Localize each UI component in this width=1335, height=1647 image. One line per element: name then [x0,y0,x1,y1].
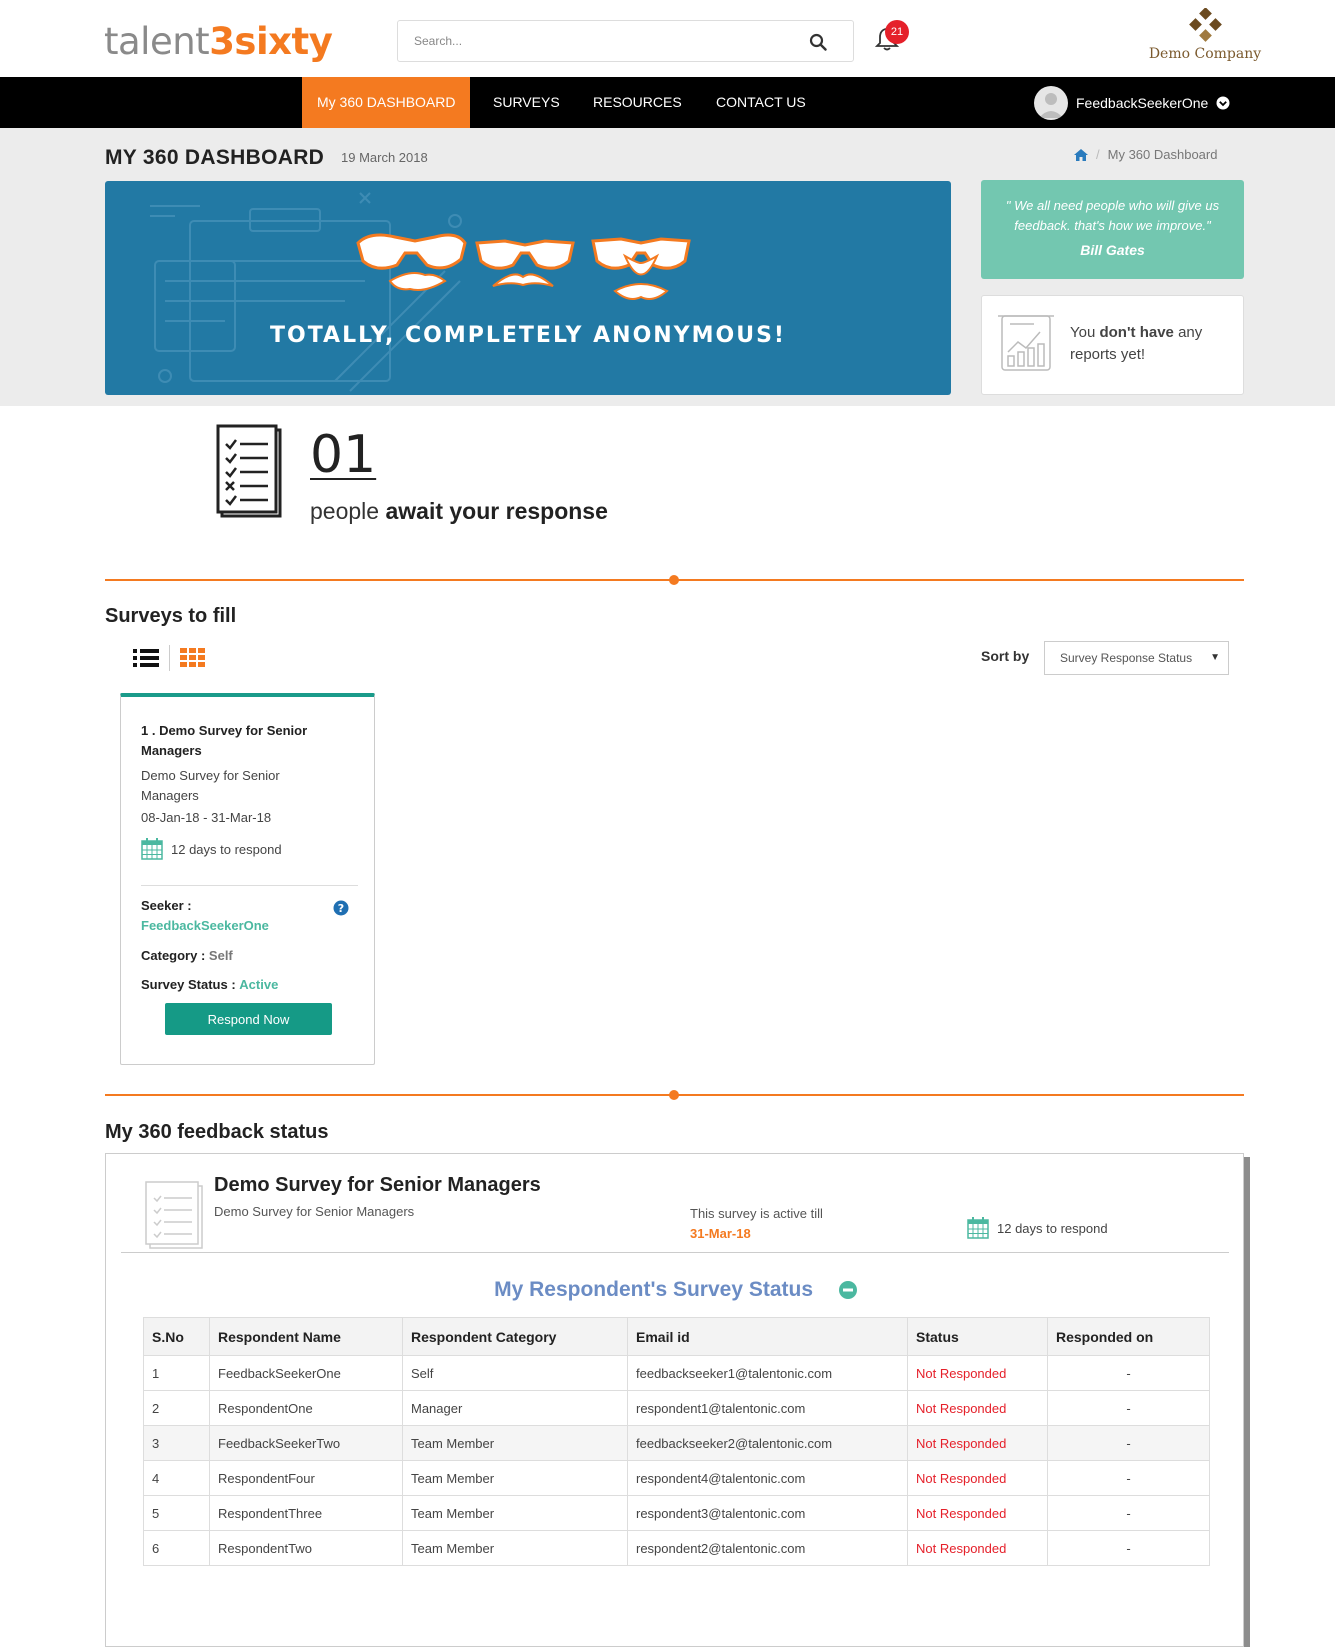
search-icon[interactable] [809,33,827,51]
section-divider [105,579,1244,581]
nav-my-360-dashboard[interactable]: My 360 DASHBOARD [302,77,470,128]
anonymous-hero-banner [105,181,951,395]
toggle-separator [169,645,170,671]
quote-author: Bill Gates [1080,242,1145,258]
caret-down-icon: ▼ [1210,652,1220,663]
page-date: 19 March 2018 [341,150,428,165]
hero-text: TOTALLY, COMPLETELY ANONYMOUS! [270,323,786,348]
survey-card [120,693,375,1065]
collapse-minus-icon[interactable] [839,1281,857,1299]
help-icon[interactable] [333,900,349,916]
quote-card [981,180,1244,279]
company-logo [1140,8,1270,62]
feedback-survey-subtitle: Demo Survey for Senior Managers [214,1204,415,1219]
company-diamond-icon [1185,8,1225,44]
nav-resources[interactable]: RESOURCES [593,94,682,110]
divider-dot [669,1090,679,1100]
sort-by-label: Sort by [981,648,1030,664]
view-toggle [133,645,206,671]
breadcrumb [1074,147,1217,162]
surveys-section-title: Surveys to fill [105,605,237,627]
survey-card-title: 1 . Demo Survey for Senior Managers [141,723,308,758]
grid-view-icon[interactable] [180,647,206,669]
calendar-icon [141,838,163,860]
nav-surveys[interactable]: SURVEYS [493,94,560,110]
checklist-icon [216,422,288,522]
reports-card [981,295,1244,395]
quote-text: " We all need people who will give us feedback. that's how we improve." [1005,198,1220,233]
feedback-section-title: My 360 feedback status [105,1121,329,1143]
section-divider [105,1094,1244,1096]
search-input[interactable] [398,21,778,61]
avatar [1034,86,1068,120]
table-row: 3 FeedbackSeekerTwo Team Member feedbackseeker2@talentonic.com Not Responded - [144,1426,1210,1461]
survey-card-dates: 08-Jan-18 - 31-Mar-18 [141,810,272,825]
breadcrumb-separator: / [1096,147,1100,162]
th-sno: S.No [144,1318,210,1356]
top-header [0,0,1335,77]
awaiting-text: people await your response [310,498,608,524]
sort-select-value: Survey Response Status [1060,651,1193,665]
seeker-info: Seeker : FeedbackSeekerOne [141,896,269,936]
table-row: 1 FeedbackSeekerOne Self feedbackseeker1@talentonic.com Not Responded - [144,1356,1210,1391]
nav-contact-us[interactable]: CONTACT US [716,94,806,110]
main-nav [0,77,1335,128]
user-name: FeedbackSeekerOne [1076,94,1209,111]
category-info: Category : Self [141,948,233,963]
divider-dot [669,575,679,585]
survey-end-date: 31-Mar-18 [690,1226,751,1241]
survey-card-subtitle: Demo Survey for Senior Managers [141,768,280,803]
breadcrumb-current: My 360 Dashboard [1107,147,1218,162]
svg-text:?: ? [337,902,345,915]
clipboard-illustration [105,181,951,395]
table-row: 4 RespondentFour Team Member respondent4@talentonic.com Not Responded - [144,1461,1210,1496]
card-divider [141,885,358,886]
respondent-status-title: My Respondent's Survey Status [106,1278,1244,1302]
th-responded-on: Responded on [1048,1318,1210,1356]
survey-document-icon [144,1180,206,1250]
report-chart-icon [994,310,1058,376]
respond-now-button[interactable]: Respond Now [165,1003,332,1035]
company-name: Demo Company [1148,46,1262,62]
table-header-row [144,1318,1210,1356]
disguise-glasses-icons [358,235,689,299]
notification-badge[interactable]: 21 [885,20,909,44]
th-respondent-name: Respondent Name [210,1318,403,1356]
user-avatar-icon [1034,86,1068,120]
talent3sixty-logo[interactable]: talent3sixty [104,20,333,63]
home-icon[interactable] [1074,149,1088,161]
th-respondent-category: Respondent Category [403,1318,628,1356]
table-row: 2 RespondentOne Manager respondent1@talentonic.com Not Responded - [144,1391,1210,1426]
survey-active-till: This survey is active till 31-Mar-18 [690,1204,823,1244]
list-view-icon[interactable] [133,647,159,669]
feedback-days: 12 days to respond [967,1217,1108,1239]
feedback-status-panel [105,1153,1244,1647]
table-row: 5 RespondentThree Team Member respondent3@talentonic.com Not Responded - [144,1496,1210,1531]
survey-status-info: Survey Status : Active [141,977,279,992]
th-status: Status [908,1318,1048,1356]
panel-divider [121,1252,1229,1253]
chevron-down-circle-icon [1216,96,1230,110]
survey-card-days: 12 days to respond [141,838,282,860]
seeker-name: FeedbackSeekerOne [141,918,269,933]
no-reports-message: You don't have any reports yet! [1070,324,1203,363]
page-title: MY 360 DASHBOARD [105,146,325,169]
feedback-survey-title: Demo Survey for Senior Managers [214,1174,541,1196]
calendar-icon [967,1217,989,1239]
search-box [397,20,854,62]
table-row: 6 RespondentTwo Team Member respondent2@talentonic.com Not Responded - [144,1531,1210,1566]
awaiting-count: 01 [310,425,377,485]
th-email: Email id [628,1318,908,1356]
sort-select[interactable] [1044,641,1229,675]
user-menu[interactable] [1034,77,1230,128]
respondent-status-table [143,1317,1210,1566]
